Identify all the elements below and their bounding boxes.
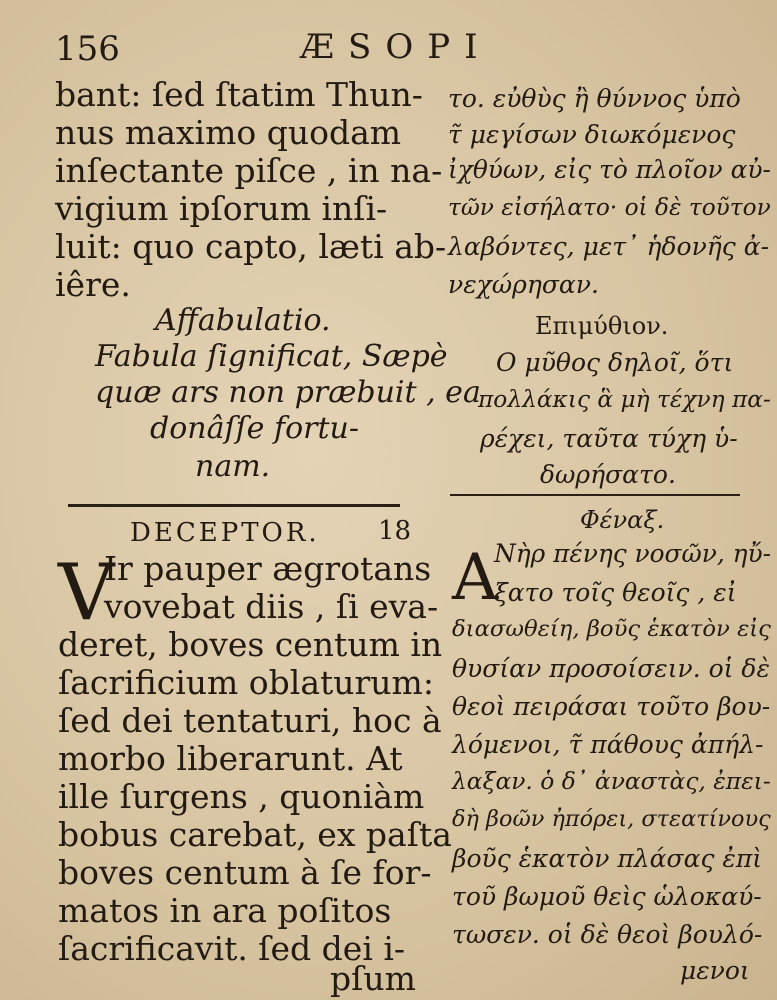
fable-title: Φέναξ. <box>580 506 665 534</box>
text-line: βοῦς ἑκατὸν πλάσας ἐπὶ <box>452 844 763 873</box>
fable-title: DECEPTOR. <box>130 518 320 548</box>
text-line: ἰχθύων, εἰς τὸ πλοῖον αὐ- <box>448 155 771 184</box>
text-line: διασωθείη, βοῦς ἑκατὸν εἰς <box>452 616 771 642</box>
text-line: μενοι <box>680 956 750 985</box>
text-line: τῶν εἰσήλατο· οἱ δὲ τοῦτον <box>448 194 771 221</box>
text-line: iêre. <box>55 265 131 304</box>
text-line: ſed dei tentaturi, hoc à <box>58 701 442 740</box>
text-line: nus maximo quodam <box>55 113 402 152</box>
text-line: λαβόντες, μετ᾽ ἡδονῆς ἀ- <box>448 232 770 261</box>
text-line: pſum <box>330 959 416 998</box>
drop-cap: Α <box>452 541 499 615</box>
text-line: ſacrificium oblaturum: <box>58 663 434 702</box>
text-line: deret, boves centum in <box>58 625 443 664</box>
text-line: morbo liberarunt. At <box>58 739 403 778</box>
text-line: matos in ara poſitos <box>58 891 392 930</box>
text-line: luit: quo capto, læti ab- <box>55 227 447 266</box>
moral-heading: Affabulatio. <box>155 303 331 338</box>
text-line: bobus carebat, ex paſta <box>58 815 452 854</box>
moral-line: πολλάκις ἃ μὴ τέχνη πα- <box>478 386 771 413</box>
drop-cap: V <box>58 548 115 638</box>
text-line: Ir pauper ægrotans <box>104 549 432 588</box>
section-rule <box>450 494 740 496</box>
text-line: το. εὐθὺς ἢ θύννος ὑπὸ <box>448 84 741 113</box>
text-line: ſacrificavit. ſed dei i- <box>58 929 406 968</box>
text-line: νεχώρησαν. <box>448 270 599 299</box>
section-rule <box>68 504 400 507</box>
moral-line: δωρήσατο. <box>540 460 676 489</box>
text-line: τωσεν. οἱ δὲ θεοὶ βουλό- <box>452 920 763 949</box>
moral-line: donâſſe fortu- <box>150 411 359 446</box>
text-line: boves centum à ſe for- <box>58 853 432 892</box>
text-line: ξατο τοῖς θεοῖς , εἰ <box>494 578 737 607</box>
text-line: λόμενοι, τ̃ πάθους ἀπήλ- <box>452 730 764 759</box>
text-line: δὴ βοῶν ἠπόρει, στεατίνους <box>452 806 771 832</box>
text-line: ille ſurgens , quoniàm <box>58 777 425 816</box>
page-number: 156 <box>55 29 120 69</box>
text-line: vovebat diis , ſi eva- <box>104 587 439 626</box>
moral-line: ρέχει, ταῦτα τύχη ὑ- <box>480 424 738 453</box>
moral-line: Fabula ſignificat, Sæpè <box>95 339 448 374</box>
moral-heading: Επιμύθιον. <box>535 312 669 340</box>
moral-line: Ο μῦθος δηλοῖ, ὅτι <box>496 348 734 377</box>
text-line: λαξαν. ὁ δ᾽ ἀναστὰς, ἐπει- <box>452 767 771 795</box>
moral-line: nam. <box>195 449 271 484</box>
text-line: inſectante piſce , in na- <box>55 151 443 190</box>
text-line: τ̃ μεγίσων διωκόμενος <box>448 120 736 149</box>
text-line: Νὴρ πένης νοσῶν, ηὔ- <box>494 539 771 568</box>
text-line: vigium ipſorum inſi- <box>55 189 388 228</box>
text-line: τοῦ βωμοῦ θεὶς ὡλοκαύ- <box>452 882 762 911</box>
running-title: ÆSOPI <box>300 27 492 67</box>
text-line: bant: ſed ſtatim Thun- <box>55 75 423 114</box>
fable-number: 18 <box>378 516 412 546</box>
text-line: θυσίαν προσοίσειν. οἱ δὲ <box>452 654 770 683</box>
moral-line: quæ ars non præbuit , ea <box>95 375 481 410</box>
text-line: θεοὶ πειράσαι τοῦτο βου- <box>452 692 771 721</box>
